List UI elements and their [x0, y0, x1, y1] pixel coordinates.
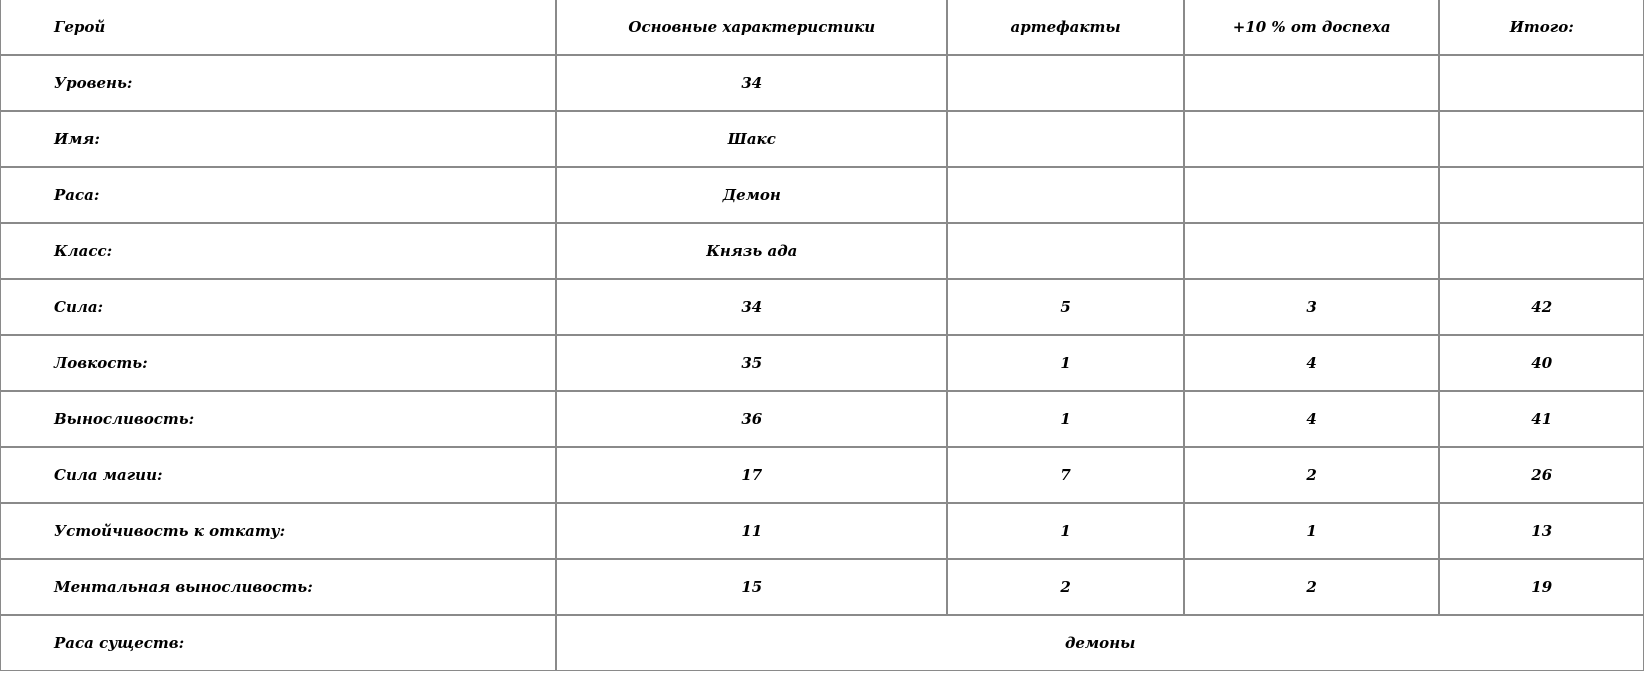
artifacts-value: 1	[947, 391, 1184, 447]
total-value: 41	[1439, 391, 1644, 447]
empty-cell	[947, 111, 1184, 167]
total-value: 19	[1439, 559, 1644, 615]
empty-cell	[947, 55, 1184, 111]
footer-row	[0, 615, 1644, 671]
row-label: Ловкость:	[0, 335, 556, 391]
empty-cell	[1184, 55, 1440, 111]
table-row	[0, 111, 1644, 167]
header-hero: Герой	[0, 0, 556, 55]
row-label: Класс:	[0, 223, 556, 279]
row-value: Князь ада	[556, 223, 947, 279]
total-value: 26	[1439, 447, 1644, 503]
total-value: 13	[1439, 503, 1644, 559]
empty-cell	[1439, 55, 1644, 111]
row-label: Уровень:	[0, 55, 556, 111]
artifacts-value: 5	[947, 279, 1184, 335]
table-row	[0, 559, 1644, 615]
base-value: 11	[556, 503, 947, 559]
header-base-stats: Основные характеристики	[556, 0, 947, 55]
row-label: Имя:	[0, 111, 556, 167]
armor-bonus-value: 4	[1184, 391, 1440, 447]
header-armor-bonus: +10 % от доспеха	[1184, 0, 1440, 55]
table-row	[0, 279, 1644, 335]
row-label: Сила:	[0, 279, 556, 335]
creature-race-label: Раса существ:	[0, 615, 556, 671]
header-artifacts: артефакты	[947, 0, 1184, 55]
base-value: 36	[556, 391, 947, 447]
base-value: 15	[556, 559, 947, 615]
empty-cell	[1184, 167, 1440, 223]
armor-bonus-value: 1	[1184, 503, 1440, 559]
row-label: Ментальная выносливость:	[0, 559, 556, 615]
artifacts-value: 2	[947, 559, 1184, 615]
base-value: 35	[556, 335, 947, 391]
armor-bonus-value: 3	[1184, 279, 1440, 335]
empty-cell	[1184, 111, 1440, 167]
artifacts-value: 1	[947, 335, 1184, 391]
row-label: Раса:	[0, 167, 556, 223]
table-row	[0, 391, 1644, 447]
row-value: Демон	[556, 167, 947, 223]
creature-race-value: демоны	[556, 615, 1644, 671]
row-label: Устойчивость к откату:	[0, 503, 556, 559]
header-row	[0, 0, 1644, 55]
empty-cell	[1439, 223, 1644, 279]
empty-cell	[1184, 223, 1440, 279]
armor-bonus-value: 2	[1184, 559, 1440, 615]
row-value: Шакс	[556, 111, 947, 167]
total-value: 42	[1439, 279, 1644, 335]
armor-bonus-value: 2	[1184, 447, 1440, 503]
empty-cell	[1439, 167, 1644, 223]
table-row	[0, 503, 1644, 559]
empty-cell	[1439, 111, 1644, 167]
row-label: Сила магии:	[0, 447, 556, 503]
base-value: 17	[556, 447, 947, 503]
table-row	[0, 55, 1644, 111]
empty-cell	[947, 167, 1184, 223]
total-value: 40	[1439, 335, 1644, 391]
base-value: 34	[556, 279, 947, 335]
row-value: 34	[556, 55, 947, 111]
table-row	[0, 167, 1644, 223]
table-row	[0, 335, 1644, 391]
table-row	[0, 223, 1644, 279]
header-total: Итого:	[1439, 0, 1644, 55]
artifacts-value: 1	[947, 503, 1184, 559]
artifacts-value: 7	[947, 447, 1184, 503]
table-row	[0, 447, 1644, 503]
empty-cell	[947, 223, 1184, 279]
armor-bonus-value: 4	[1184, 335, 1440, 391]
row-label: Выносливость:	[0, 391, 556, 447]
